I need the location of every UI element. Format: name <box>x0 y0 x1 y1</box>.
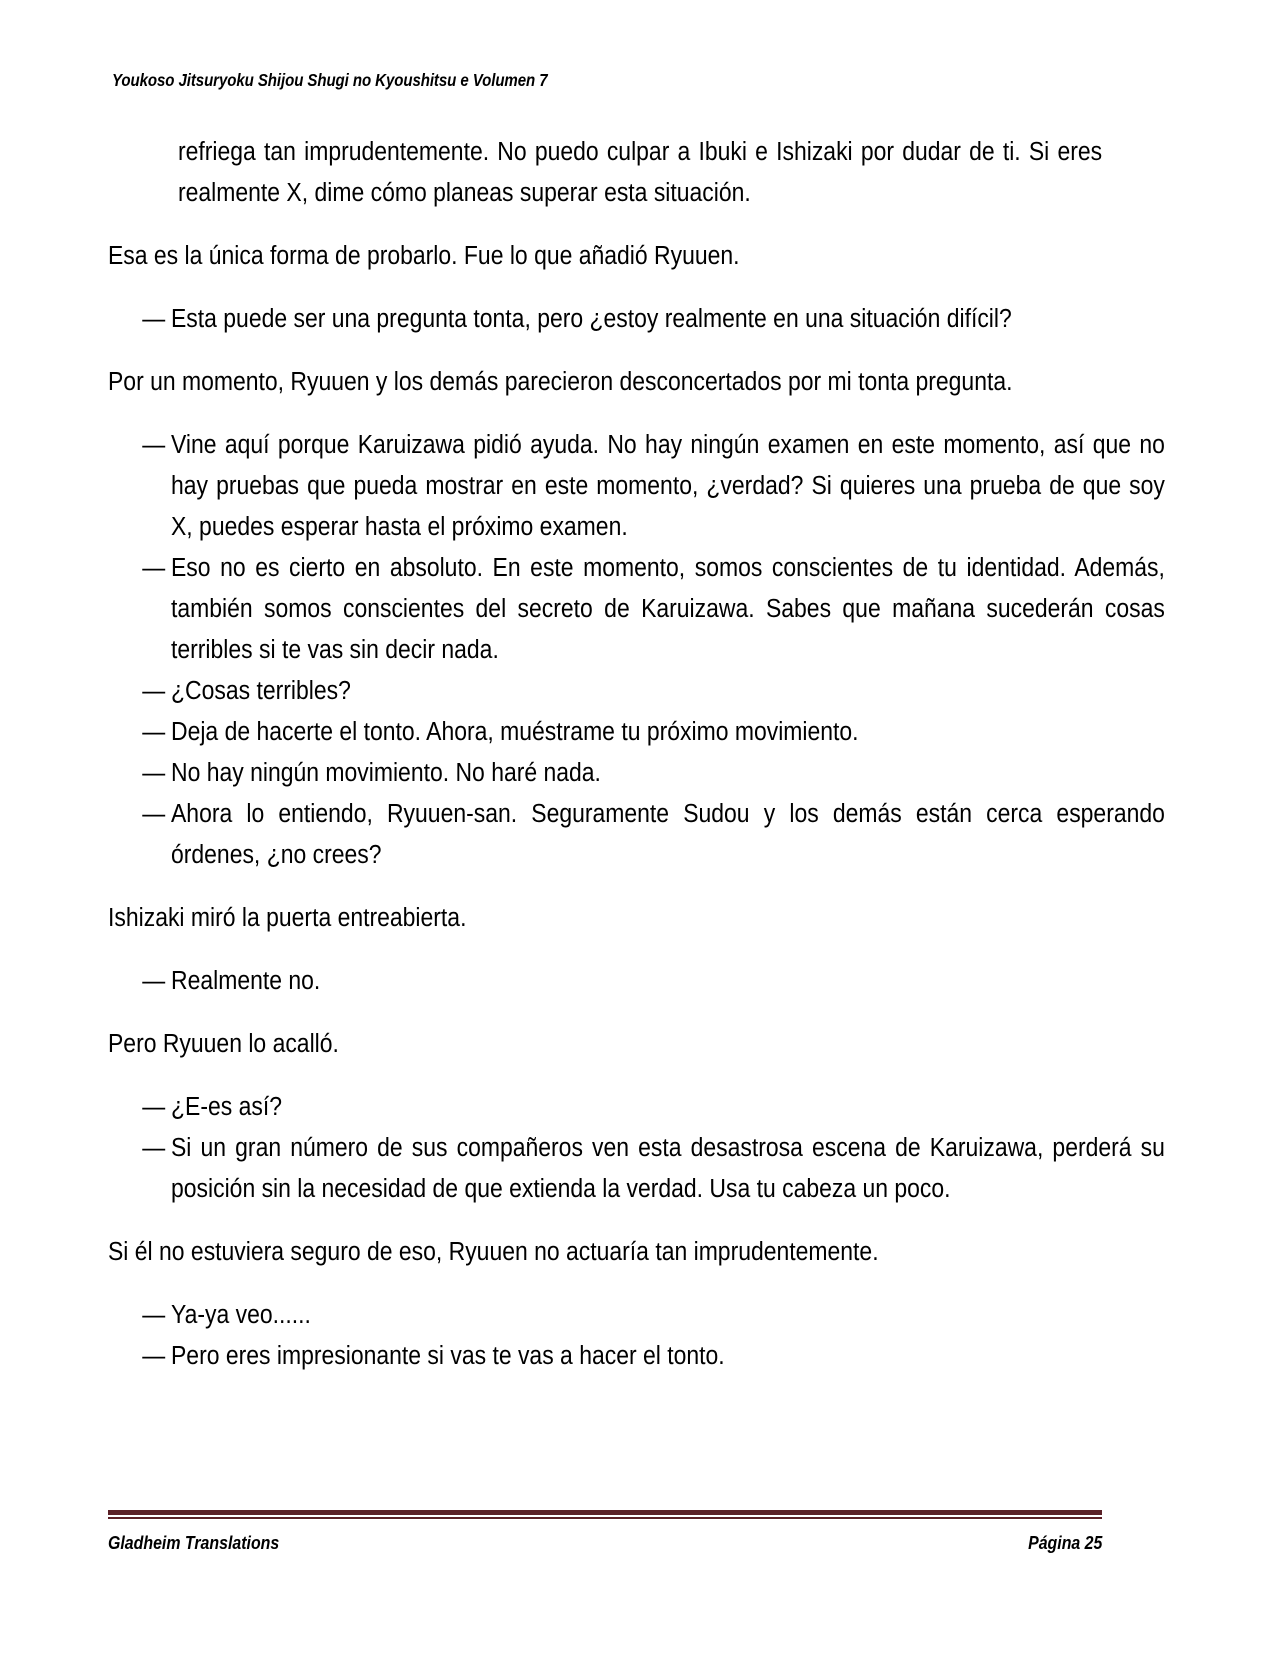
spacer <box>108 1273 1102 1295</box>
dialogue-line <box>108 548 1165 671</box>
dialogue-line <box>108 794 1165 876</box>
spacer <box>108 1065 1102 1087</box>
dialogue-text: Ya-ya veo...... <box>171 1301 311 1329</box>
dialogue-line <box>108 712 1165 753</box>
dialogue-line <box>108 425 1165 548</box>
em-dash-marker: — <box>142 800 166 828</box>
spacer <box>108 214 1102 236</box>
dialogue-text: ¿E-es así? <box>171 1093 282 1121</box>
dialogue-text: No hay ningún movimiento. No haré nada. <box>171 759 601 787</box>
em-dash-marker: — <box>142 1301 166 1329</box>
em-dash-marker: — <box>142 759 166 787</box>
page-header <box>112 70 1172 98</box>
em-dash-marker: — <box>142 431 166 459</box>
dialogue-group-2 <box>108 425 1165 876</box>
em-dash-marker: — <box>142 305 166 333</box>
spacer <box>108 277 1102 299</box>
spacer <box>108 1002 1102 1024</box>
em-dash-marker: — <box>142 967 166 995</box>
spacer <box>108 939 1102 961</box>
page-footer <box>108 1532 1102 1554</box>
page-body <box>108 132 1165 1377</box>
em-dash-marker: — <box>142 1093 166 1121</box>
dialogue-line <box>108 753 1165 794</box>
dialogue-text: Realmente no. <box>171 967 321 995</box>
dialogue-line <box>108 299 1165 340</box>
paragraph-continued: refriega tan imprudentemente. No puedo culpar a Ibuki e Ishizaki por dudar de ti. Si eres realmente X, dime cómo planeas superar esta situación. <box>178 138 1103 207</box>
em-dash-marker: — <box>142 554 166 582</box>
header-book-title: Youkoso Jitsuryoku Shijou Shugi no Kyoushitsu e Volumen 7 <box>112 70 548 90</box>
em-dash-marker: — <box>142 718 166 746</box>
dialogue-line <box>108 671 1165 712</box>
paragraph-ishizaki-miro: Ishizaki miró la puerta entreabierta. <box>108 904 467 932</box>
dialogue-line <box>108 1295 1165 1336</box>
dialogue-text: Ahora lo entiendo, Ryuuen-san. Seguramente Sudou y los demás están cerca esperando órdenes, ¿no crees? <box>171 800 1165 869</box>
footer-page-number: Página 25 <box>1027 1532 1102 1553</box>
dialogue-text: Deja de hacerte el tonto. Ahora, muéstrame tu próximo movimiento. <box>171 718 859 746</box>
spacer <box>108 876 1102 898</box>
em-dash-marker: — <box>142 1342 166 1370</box>
dialogue-line <box>108 1087 1165 1128</box>
spacer <box>108 1210 1102 1232</box>
footer-divider <box>108 1510 1102 1519</box>
paragraph-si-el-no-estuviera-seguro: Si él no estuviera seguro de eso, Ryuuen no actuaría tan imprudentemente. <box>108 1238 879 1266</box>
spacer <box>108 403 1102 425</box>
dialogue-text: Esta puede ser una pregunta tonta, pero ¿estoy realmente en una situación difícil? <box>171 305 1012 333</box>
dialogue-group-3 <box>108 961 1102 1002</box>
dialogue-line <box>108 1336 1165 1377</box>
em-dash-marker: — <box>142 677 166 705</box>
spacer <box>108 340 1102 362</box>
dialogue-group-5 <box>108 1295 1102 1377</box>
dialogue-text: Pero eres impresionante si vas te vas a hacer el tonto. <box>171 1342 725 1370</box>
dialogue-text: ¿Cosas terribles? <box>171 677 351 705</box>
em-dash-marker: — <box>142 1134 166 1162</box>
footer-translator-credit: Gladheim Translations <box>108 1532 280 1553</box>
dialogue-group-4 <box>108 1087 1165 1210</box>
paragraph-pero-ryuuen-lo-acallo: Pero Ryuuen lo acalló. <box>108 1030 339 1058</box>
dialogue-group-1 <box>108 299 1102 340</box>
dialogue-line <box>108 1128 1165 1210</box>
footer-rule-thin <box>108 1517 1102 1519</box>
dialogue-text: Si un gran número de sus compañeros ven esta desastrosa escena de Karuizawa, perderá su posición sin la necesidad de que extienda la verdad. Usa tu cabeza un poco. <box>171 1134 1165 1203</box>
dialogue-text: Eso no es cierto en absoluto. En este momento, somos conscientes de tu identidad. Además, también somos conscientes del secreto de Karuizawa. Sabes que mañana sucederán cosas terribles si te vas sin decir nada. <box>171 554 1165 664</box>
dialogue-line <box>108 961 1165 1002</box>
paragraph-por-un-momento: Por un momento, Ryuuen y los demás parecieron desconcertados por mi tonta pregunta. <box>108 368 1013 396</box>
paragraph-esa-es-la-unica-forma: Esa es la única forma de probarlo. Fue lo que añadió Ryuuen. <box>108 242 740 270</box>
dialogue-text: Vine aquí porque Karuizawa pidió ayuda. No hay ningún examen en este momento, así que no hay pruebas que pueda mostrar en este momento, ¿verdad? Si quieres una prueba de que soy X, puedes esperar hasta el próximo examen. <box>171 431 1165 541</box>
